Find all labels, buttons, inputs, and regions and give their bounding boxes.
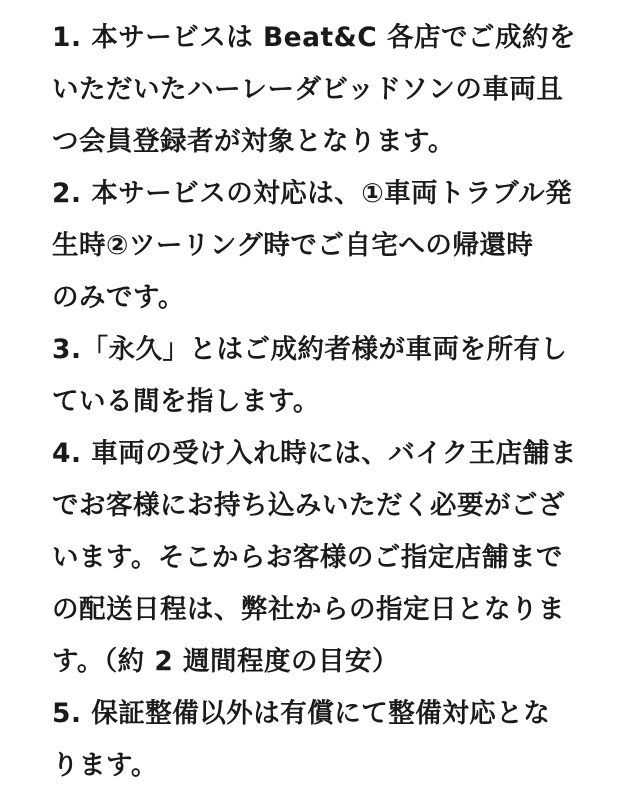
note-1-line-3: つ会員登録者が対象となります。 [52, 126, 455, 157]
note-5-line-2: ります。 [52, 750, 158, 781]
note-2-line-1: 2. 本サービスの対応は、①車両トラブル発 [52, 178, 573, 209]
note-4-line-2: でお客様にお持ち込みいただく必要がござ [52, 490, 565, 521]
terms-notes-list [52, 12, 612, 792]
note-4-line-5: す。（約 2 週間程度の目安） [52, 646, 400, 677]
note-4-line-4: の配送日程は、弊社からの指定日となりま [52, 594, 565, 625]
note-4-line-1: 4. 車両の受け入れ時には、バイク王店舗ま [52, 438, 577, 469]
note-1-line-1: 1. 本サービスは Beat&C 各店でご成約を [52, 22, 576, 53]
note-3-line-2: ている間を指します。 [52, 386, 320, 417]
note-2-line-2: 生時②ツーリング時でご自宅への帰還時 [52, 230, 534, 261]
note-2-line-3: のみです。 [52, 282, 185, 313]
note-3-line-1: 3.「永久」とはご成約者様が車両を所有し [52, 334, 568, 365]
note-5-line-1: 5. 保証整備以外は有償にて整備対応とな [52, 698, 551, 729]
note-1-line-2: いただいたハーレーダビッドソンの車両且 [52, 74, 564, 105]
note-4-line-3: います。そこからお客様のご指定店舗まで [52, 542, 563, 573]
